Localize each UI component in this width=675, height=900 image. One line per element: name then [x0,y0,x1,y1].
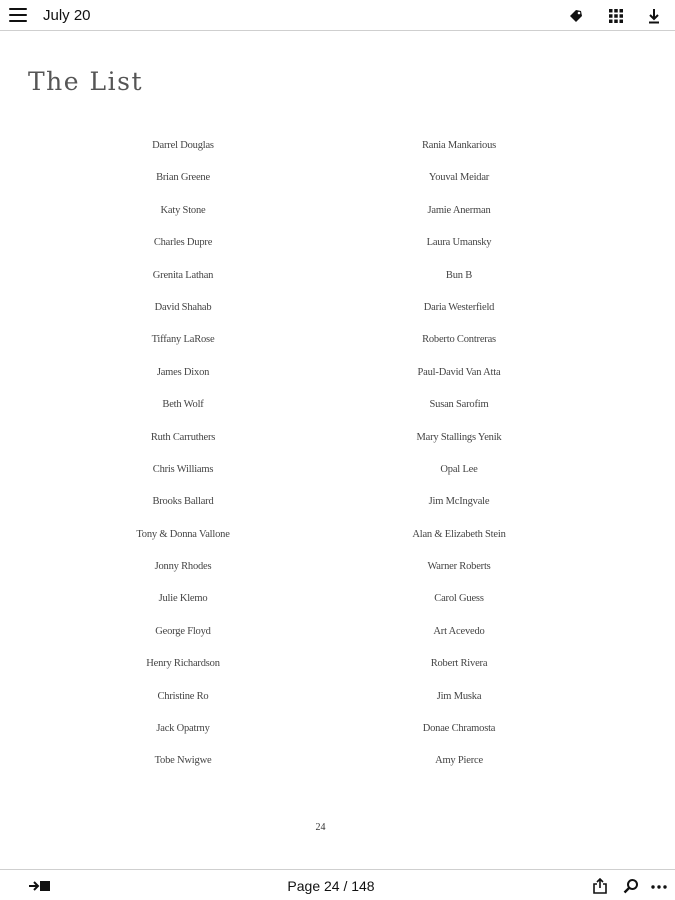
names-column-right [339,137,579,785]
page-heading: The List [28,67,143,96]
top-toolbar [0,0,675,31]
list-item: Ruth Carruthers [150,431,216,443]
list-item: Grenita Lathan [152,269,214,281]
grid-icon[interactable] [608,8,624,24]
list-item: Art Acevedo [433,625,485,637]
list-item: Chris Williams [152,463,214,475]
page-number: 24 [315,822,326,833]
list-item: Christine Ro [157,690,209,702]
share-icon[interactable] [592,878,608,894]
list-item: Carol Guess [434,593,484,605]
document-title: July 20 [43,7,91,24]
list-item: Mary Stallings Yenik [416,431,502,443]
list-item: Paul-David Van Atta [417,366,501,378]
list-item: Henry Richardson [146,658,220,670]
page-indicator: Page 24 / 148 [287,878,375,894]
bottom-toolbar [0,869,675,900]
list-item: Tony & Donna Vallone [136,528,230,540]
list-item: Youval Meidar [428,172,490,184]
list-item: Jamie Anerman [427,204,491,216]
list-item: Rania Mankarious [421,140,497,151]
list-item: Jim McIngvale [428,496,490,508]
search-icon[interactable] [623,878,639,894]
list-item: Robert Rivera [430,658,488,670]
list-item: Opal Lee [440,463,478,475]
list-item: Tiffany LaRose [151,334,215,346]
more-icon[interactable] [650,884,668,890]
hamburger-menu-icon[interactable] [9,8,27,22]
names-column-left [63,137,303,785]
list-item: Julie Klemo [158,593,208,605]
list-item: Susan Sarofim [429,399,489,411]
list-item: Beth Wolf [162,399,204,411]
list-item: Darrel Douglas [152,140,214,151]
list-item: David Shahab [154,301,212,313]
list-item: Jack Opatrny [156,723,210,735]
tag-icon[interactable] [568,8,584,24]
list-item: Katy Stone [160,204,206,216]
list-item: Jim Muska [436,690,482,702]
list-item: Bun B [445,269,473,281]
list-item: Daria Westerfield [423,301,495,313]
list-item: Alan & Elizabeth Stein [412,528,506,540]
list-item: Laura Umansky [426,237,492,249]
download-icon[interactable] [646,8,662,24]
list-item: Brian Greene [156,172,210,184]
list-item: Roberto Contreras [422,334,496,346]
list-item: Jonny Rhodes [154,561,212,573]
list-item: Tobe Nwigwe [154,755,212,767]
list-item: Brooks Ballard [152,496,214,508]
list-item: George Floyd [155,625,211,637]
list-item: Amy Pierce [435,755,483,767]
list-item: Warner Roberts [427,561,491,573]
list-item: Donae Chramosta [422,723,496,735]
list-item: James Dixon [156,366,210,378]
list-item: Charles Dupre [153,237,213,249]
